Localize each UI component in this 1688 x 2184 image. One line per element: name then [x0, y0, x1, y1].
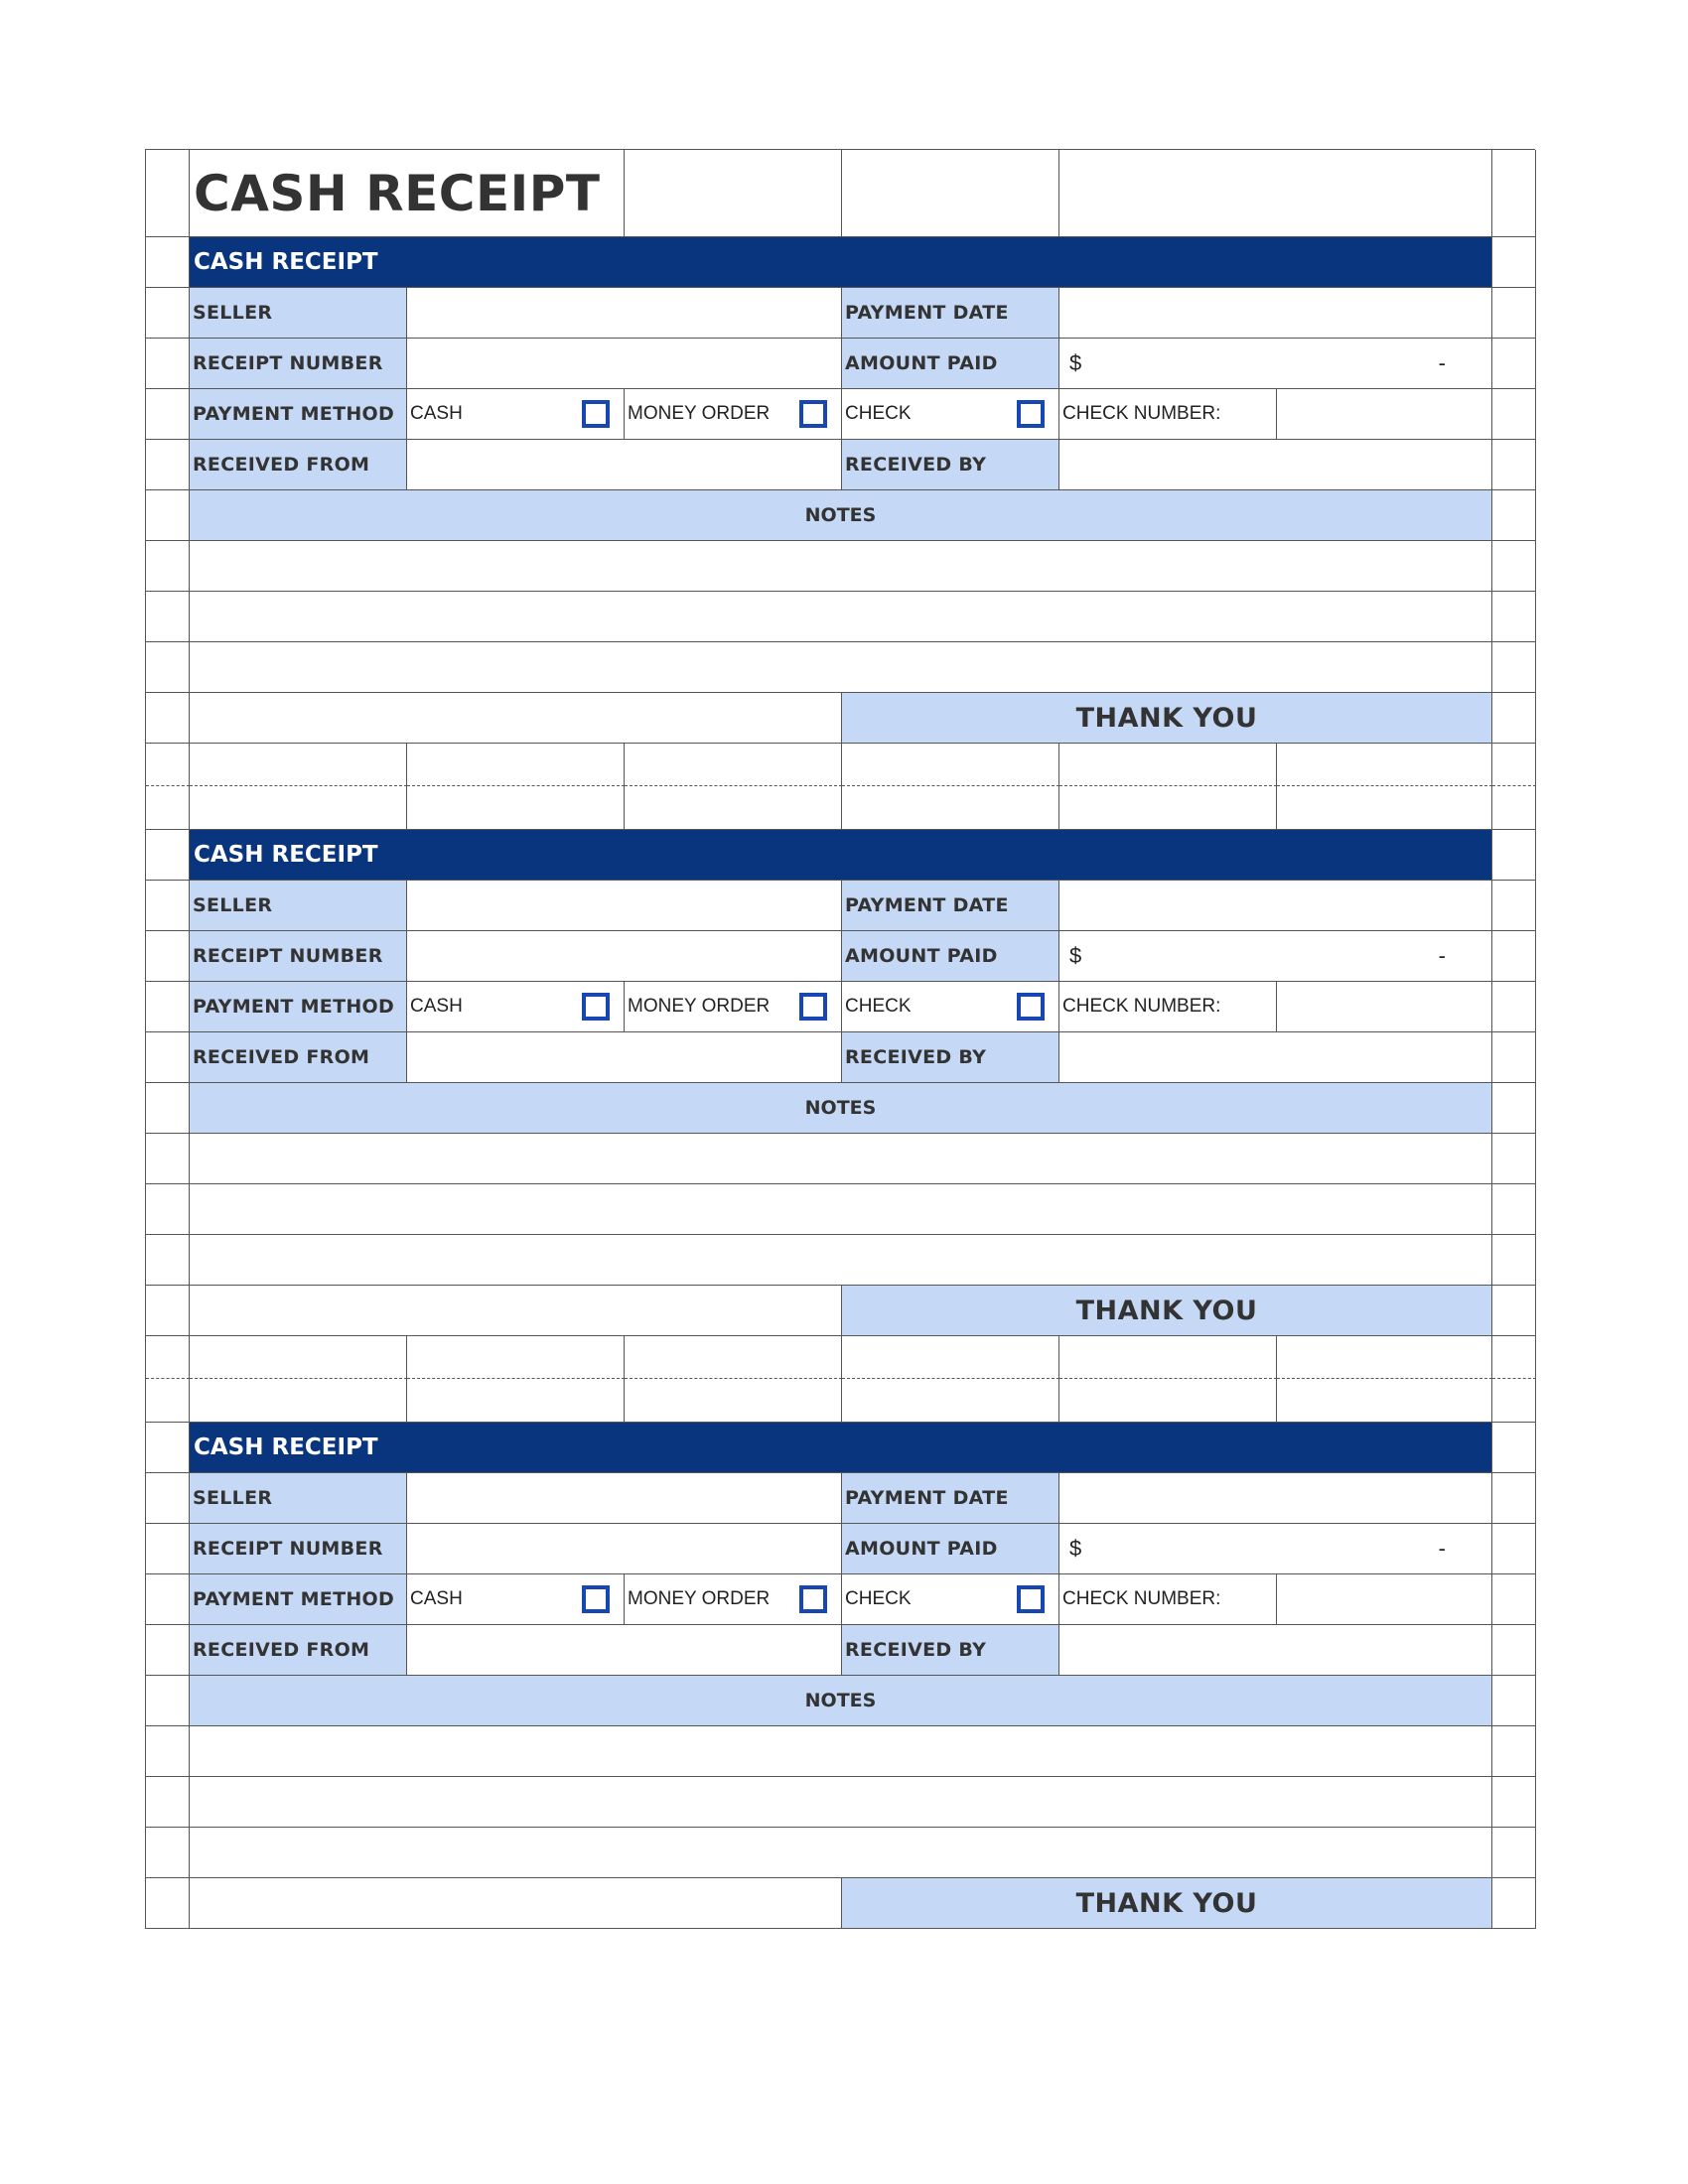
- notes-line[interactable]: [190, 592, 1492, 642]
- received-by-label: RECEIVED BY: [842, 1032, 1059, 1083]
- payment-method-label: PAYMENT METHOD: [190, 389, 407, 440]
- margin-cell: [146, 1676, 190, 1726]
- margin-cell: [146, 541, 190, 592]
- empty-cell: [190, 693, 842, 744]
- payment-date-field[interactable]: [1059, 288, 1492, 339]
- spacer-cell: [1277, 786, 1492, 830]
- payment-date-field[interactable]: [1059, 881, 1492, 931]
- margin-cell: [1492, 1777, 1536, 1828]
- spacer-cell: [1277, 1379, 1492, 1423]
- receipt-number-label: RECEIPT NUMBER: [190, 931, 407, 982]
- margin-cell: [1492, 288, 1536, 339]
- received-from-label: RECEIVED FROM: [190, 1032, 407, 1083]
- margin-cell: [146, 1083, 190, 1134]
- margin-cell: [1492, 982, 1536, 1032]
- empty-cell: [1059, 150, 1492, 237]
- margin-cell: [146, 339, 190, 389]
- margin-cell: [146, 1032, 190, 1083]
- margin-cell: [1492, 1878, 1536, 1929]
- margin-cell: [1492, 592, 1536, 642]
- margin-cell: [146, 1184, 190, 1235]
- margin-cell: [1492, 786, 1536, 830]
- currency-symbol: $: [1069, 943, 1082, 968]
- notes-line[interactable]: [190, 1828, 1492, 1878]
- option-label: MONEY ORDER: [628, 996, 771, 1017]
- margin-cell: [1492, 881, 1536, 931]
- check-number-label: CHECK NUMBER:: [1059, 1574, 1277, 1625]
- received-by-field[interactable]: [1059, 1032, 1492, 1083]
- spacer-cell: [407, 1379, 625, 1423]
- margin-cell: [146, 931, 190, 982]
- spacer-cell: [842, 786, 1059, 830]
- spacer-cell: [190, 1336, 407, 1379]
- margin-cell: [1492, 744, 1536, 786]
- spacer-cell: [1277, 1336, 1492, 1379]
- receipt-grid: [145, 149, 1535, 1929]
- notes-line[interactable]: [190, 1726, 1492, 1777]
- payment-option-cash[interactable]: [407, 389, 625, 440]
- spacer-cell: [1059, 1336, 1277, 1379]
- margin-cell: [1492, 490, 1536, 541]
- amount-paid-field[interactable]: [1059, 1524, 1492, 1574]
- receipt-number-label: RECEIPT NUMBER: [190, 339, 407, 389]
- check-number-field[interactable]: [1277, 389, 1492, 440]
- margin-cell: [146, 1379, 190, 1423]
- margin-cell: [1492, 1574, 1536, 1625]
- currency-symbol: $: [1069, 350, 1082, 375]
- received-from-field[interactable]: [407, 1625, 842, 1676]
- payment-option-cash[interactable]: [407, 1574, 625, 1625]
- margin-cell: [146, 150, 190, 237]
- amount-paid-field[interactable]: [1059, 931, 1492, 982]
- seller-label: SELLER: [190, 1473, 407, 1524]
- checkbox-icon[interactable]: [799, 993, 827, 1021]
- margin-cell: [1492, 830, 1536, 881]
- margin-cell: [146, 1286, 190, 1336]
- payment-option-money-order[interactable]: [625, 389, 842, 440]
- checkbox-icon[interactable]: [1017, 400, 1045, 428]
- payment-option-check[interactable]: [842, 1574, 1059, 1625]
- margin-cell: [146, 1336, 190, 1379]
- received-by-label: RECEIVED BY: [842, 440, 1059, 490]
- thank-you-banner: THANK YOU: [842, 693, 1492, 744]
- margin-cell: [146, 1777, 190, 1828]
- margin-cell: [146, 440, 190, 490]
- option-label: CHECK: [845, 403, 912, 424]
- received-from-label: RECEIVED FROM: [190, 1625, 407, 1676]
- margin-cell: [146, 288, 190, 339]
- margin-cell: [146, 490, 190, 541]
- margin-cell: [146, 1878, 190, 1929]
- payment-date-label: PAYMENT DATE: [842, 288, 1059, 339]
- received-by-label: RECEIVED BY: [842, 1625, 1059, 1676]
- margin-cell: [146, 1134, 190, 1184]
- amount-paid-label: AMOUNT PAID: [842, 1524, 1059, 1574]
- checkbox-icon[interactable]: [799, 1585, 827, 1613]
- spacer-cell: [842, 1379, 1059, 1423]
- spacer-cell: [407, 786, 625, 830]
- margin-cell: [146, 693, 190, 744]
- received-by-field[interactable]: [1059, 440, 1492, 490]
- page-title: CASH RECEIPT: [190, 150, 625, 237]
- option-label: MONEY ORDER: [628, 1588, 771, 1609]
- notes-line[interactable]: [190, 541, 1492, 592]
- seller-field[interactable]: [407, 1473, 842, 1524]
- receipt-band-title: CASH RECEIPT: [190, 830, 1492, 881]
- thank-you-banner: THANK YOU: [842, 1286, 1492, 1336]
- spacer-cell: [407, 744, 625, 786]
- notes-header: NOTES: [190, 1676, 1492, 1726]
- spacer-cell: [1277, 744, 1492, 786]
- receipt-number-field[interactable]: [407, 931, 842, 982]
- margin-cell: [146, 389, 190, 440]
- margin-cell: [146, 1524, 190, 1574]
- received-from-field[interactable]: [407, 1032, 842, 1083]
- margin-cell: [1492, 389, 1536, 440]
- payment-date-label: PAYMENT DATE: [842, 881, 1059, 931]
- option-label: MONEY ORDER: [628, 403, 771, 424]
- margin-cell: [1492, 1473, 1536, 1524]
- margin-cell: [146, 786, 190, 830]
- payment-option-cash[interactable]: [407, 982, 625, 1032]
- spacer-cell: [625, 1336, 842, 1379]
- check-number-label: CHECK NUMBER:: [1059, 982, 1277, 1032]
- receipt-sheet: [145, 149, 1535, 1929]
- margin-cell: [1492, 1524, 1536, 1574]
- margin-cell: [1492, 541, 1536, 592]
- margin-cell: [1492, 1423, 1536, 1473]
- thank-you-banner: THANK YOU: [842, 1878, 1492, 1929]
- margin-cell: [1492, 440, 1536, 490]
- seller-field[interactable]: [407, 881, 842, 931]
- notes-line[interactable]: [190, 1134, 1492, 1184]
- checkbox-icon[interactable]: [1017, 1585, 1045, 1613]
- checkbox-icon[interactable]: [1017, 993, 1045, 1021]
- check-number-field[interactable]: [1277, 982, 1492, 1032]
- check-number-label: CHECK NUMBER:: [1059, 389, 1277, 440]
- margin-cell: [1492, 1286, 1536, 1336]
- empty-cell: [625, 150, 842, 237]
- margin-cell: [1492, 1235, 1536, 1286]
- option-label: CHECK: [845, 996, 912, 1017]
- amount-paid-label: AMOUNT PAID: [842, 931, 1059, 982]
- margin-cell: [146, 744, 190, 786]
- currency-symbol: $: [1069, 1536, 1082, 1561]
- notes-line[interactable]: [190, 1235, 1492, 1286]
- spacer-cell: [407, 1336, 625, 1379]
- spacer-cell: [1059, 1379, 1277, 1423]
- option-label: CASH: [410, 403, 463, 424]
- margin-cell: [146, 982, 190, 1032]
- payment-option-check[interactable]: [842, 389, 1059, 440]
- payment-option-money-order[interactable]: [625, 982, 842, 1032]
- margin-cell: [146, 1473, 190, 1524]
- margin-cell: [1492, 237, 1536, 288]
- margin-cell: [146, 237, 190, 288]
- margin-cell: [1492, 150, 1536, 237]
- payment-date-label: PAYMENT DATE: [842, 1473, 1059, 1524]
- margin-cell: [1492, 1083, 1536, 1134]
- margin-cell: [146, 642, 190, 693]
- spacer-cell: [1059, 786, 1277, 830]
- margin-cell: [1492, 642, 1536, 693]
- spacer-cell: [1059, 744, 1277, 786]
- payment-method-label: PAYMENT METHOD: [190, 1574, 407, 1625]
- amount-value: -: [1438, 943, 1446, 968]
- margin-cell: [1492, 1726, 1536, 1777]
- notes-line[interactable]: [190, 1184, 1492, 1235]
- seller-label: SELLER: [190, 288, 407, 339]
- margin-cell: [1492, 339, 1536, 389]
- notes-header: NOTES: [190, 490, 1492, 541]
- seller-label: SELLER: [190, 881, 407, 931]
- amount-paid-label: AMOUNT PAID: [842, 339, 1059, 389]
- margin-cell: [1492, 1134, 1536, 1184]
- spacer-cell: [842, 744, 1059, 786]
- seller-field[interactable]: [407, 288, 842, 339]
- margin-cell: [1492, 693, 1536, 744]
- margin-cell: [1492, 1828, 1536, 1878]
- spacer-cell: [190, 744, 407, 786]
- amount-paid-field[interactable]: [1059, 339, 1492, 389]
- spacer-cell: [625, 786, 842, 830]
- margin-cell: [1492, 1336, 1536, 1379]
- receipt-band-title: CASH RECEIPT: [190, 237, 1492, 288]
- payment-method-label: PAYMENT METHOD: [190, 982, 407, 1032]
- check-number-field[interactable]: [1277, 1574, 1492, 1625]
- margin-cell: [146, 1625, 190, 1676]
- margin-cell: [146, 881, 190, 931]
- empty-cell: [190, 1878, 842, 1929]
- checkbox-icon[interactable]: [582, 993, 610, 1021]
- margin-cell: [146, 830, 190, 881]
- notes-line[interactable]: [190, 1777, 1492, 1828]
- notes-line[interactable]: [190, 642, 1492, 693]
- spacer-cell: [842, 1336, 1059, 1379]
- option-label: CASH: [410, 1588, 463, 1609]
- option-label: CASH: [410, 996, 463, 1017]
- margin-cell: [1492, 931, 1536, 982]
- empty-cell: [842, 150, 1059, 237]
- spacer-cell: [190, 1379, 407, 1423]
- margin-cell: [146, 1574, 190, 1625]
- margin-cell: [146, 1235, 190, 1286]
- checkbox-icon[interactable]: [799, 400, 827, 428]
- payment-option-money-order[interactable]: [625, 1574, 842, 1625]
- notes-header: NOTES: [190, 1083, 1492, 1134]
- empty-cell: [190, 1286, 842, 1336]
- checkbox-icon[interactable]: [582, 1585, 610, 1613]
- received-from-label: RECEIVED FROM: [190, 440, 407, 490]
- margin-cell: [1492, 1379, 1536, 1423]
- margin-cell: [1492, 1032, 1536, 1083]
- amount-value: -: [1438, 1536, 1446, 1561]
- payment-option-check[interactable]: [842, 982, 1059, 1032]
- payment-date-field[interactable]: [1059, 1473, 1492, 1524]
- margin-cell: [146, 1423, 190, 1473]
- received-from-field[interactable]: [407, 440, 842, 490]
- margin-cell: [1492, 1184, 1536, 1235]
- amount-value: -: [1438, 350, 1446, 375]
- margin-cell: [146, 1828, 190, 1878]
- receipt-number-field[interactable]: [407, 339, 842, 389]
- spacer-cell: [190, 786, 407, 830]
- option-label: CHECK: [845, 1588, 912, 1609]
- margin-cell: [146, 592, 190, 642]
- receipt-number-label: RECEIPT NUMBER: [190, 1524, 407, 1574]
- receipt-band-title: CASH RECEIPT: [190, 1423, 1492, 1473]
- receipt-number-field[interactable]: [407, 1524, 842, 1574]
- spacer-cell: [625, 1379, 842, 1423]
- margin-cell: [1492, 1625, 1536, 1676]
- received-by-field[interactable]: [1059, 1625, 1492, 1676]
- checkbox-icon[interactable]: [582, 400, 610, 428]
- margin-cell: [1492, 1676, 1536, 1726]
- margin-cell: [146, 1726, 190, 1777]
- spacer-cell: [625, 744, 842, 786]
